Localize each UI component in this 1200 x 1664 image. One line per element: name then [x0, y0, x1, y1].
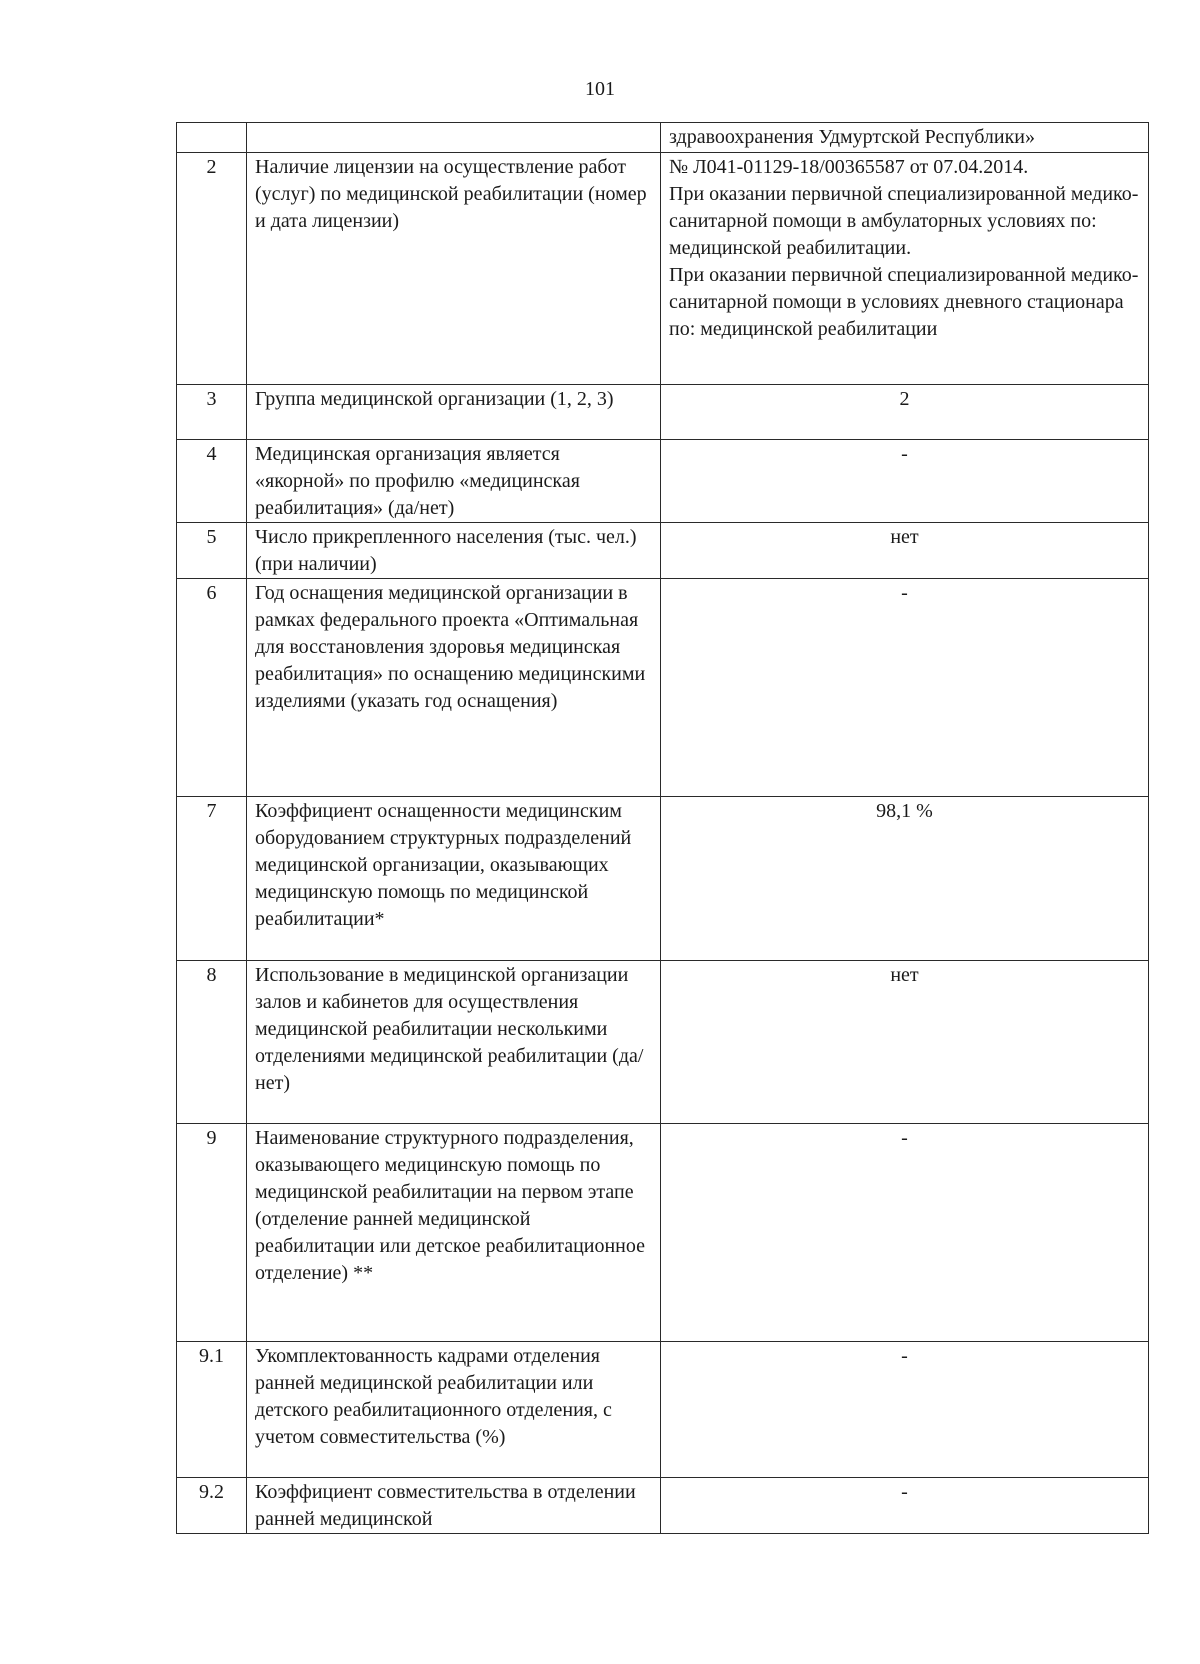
- row-label: Число прикрепленного населения (тыс. чел.) (при наличии): [247, 523, 661, 579]
- row-number: 9.2: [177, 1478, 247, 1534]
- row-number: 9: [177, 1124, 247, 1342]
- row-value: -: [661, 1478, 1149, 1534]
- row-value: -: [661, 579, 1149, 797]
- table-row: [177, 123, 1149, 153]
- row-number: 4: [177, 440, 247, 523]
- row-value: -: [661, 440, 1149, 523]
- table-row: [177, 523, 1149, 579]
- row-label: Укомплектованность кадрами отделения ранней медицинской реабилитации или детского реабилитационного отделения, с учетом совместительства (%): [247, 1342, 661, 1478]
- table-row: [177, 1478, 1149, 1534]
- table-row: [177, 579, 1149, 797]
- row-number: 9.1: [177, 1342, 247, 1478]
- row-number: 8: [177, 961, 247, 1124]
- row-number: [177, 123, 247, 153]
- table-row: [177, 385, 1149, 440]
- row-number: 3: [177, 385, 247, 440]
- row-value: -: [661, 1124, 1149, 1342]
- row-label: Коэффициент оснащенности медицинским оборудованием структурных подразделений медицинской организации, оказывающих медицинскую помощь по медицинской реабилитации*: [247, 797, 661, 961]
- row-number: 7: [177, 797, 247, 961]
- row-value: нет: [661, 961, 1149, 1124]
- row-label: Использование в медицинской организации залов и кабинетов для осуществления медицинской реабилитации несколькими отделениями медицинской реабилитации (да/нет): [247, 961, 661, 1124]
- table-row: [177, 1342, 1149, 1478]
- row-label: Наименование структурного подразделения, оказывающего медицинскую помощь по медицинской реабилитации на первом этапе (отделение ранней медицинской реабилитации или детское реабилитационное отделение) **: [247, 1124, 661, 1342]
- row-value: здравоохранения Удмуртской Республики»: [661, 123, 1149, 153]
- table-row: [177, 153, 1149, 385]
- table-row: [177, 1124, 1149, 1342]
- row-value: -: [661, 1342, 1149, 1478]
- row-value: № Л041-01129-18/00365587 от 07.04.2014. При оказании первичной специализированной медико-санитарной помощи в амбулаторных условиях по: медицинской реабилитации. При оказании первичной специализированной медико-санитарной помощи в условиях дневного стационара по: медицинской реабилитации: [661, 153, 1149, 385]
- table-row: [177, 961, 1149, 1124]
- row-label: Наличие лицензии на осуществление работ (услуг) по медицинской реабилитации (номер и дата лицензии): [247, 153, 661, 385]
- row-label: Группа медицинской организации (1, 2, 3): [247, 385, 661, 440]
- row-number: 5: [177, 523, 247, 579]
- table-row: [177, 440, 1149, 523]
- table-row: [177, 797, 1149, 961]
- document-table: [176, 122, 1149, 1534]
- row-label: Коэффициент совместительства в отделении ранней медицинской: [247, 1478, 661, 1534]
- row-number: 2: [177, 153, 247, 385]
- page-number: 101: [585, 78, 615, 100]
- row-label: Медицинская организация является «якорной» по профилю «медицинская реабилитация» (да/нет): [247, 440, 661, 523]
- row-label: [247, 123, 661, 153]
- row-number: 6: [177, 579, 247, 797]
- row-value: нет: [661, 523, 1149, 579]
- row-value: 98,1 %: [661, 797, 1149, 961]
- row-label: Год оснащения медицинской организации в рамках федерального проекта «Оптимальная для восстановления здоровья медицинская реабилитация» по оснащению медицинскими изделиями (указать год оснащения): [247, 579, 661, 797]
- row-value: 2: [661, 385, 1149, 440]
